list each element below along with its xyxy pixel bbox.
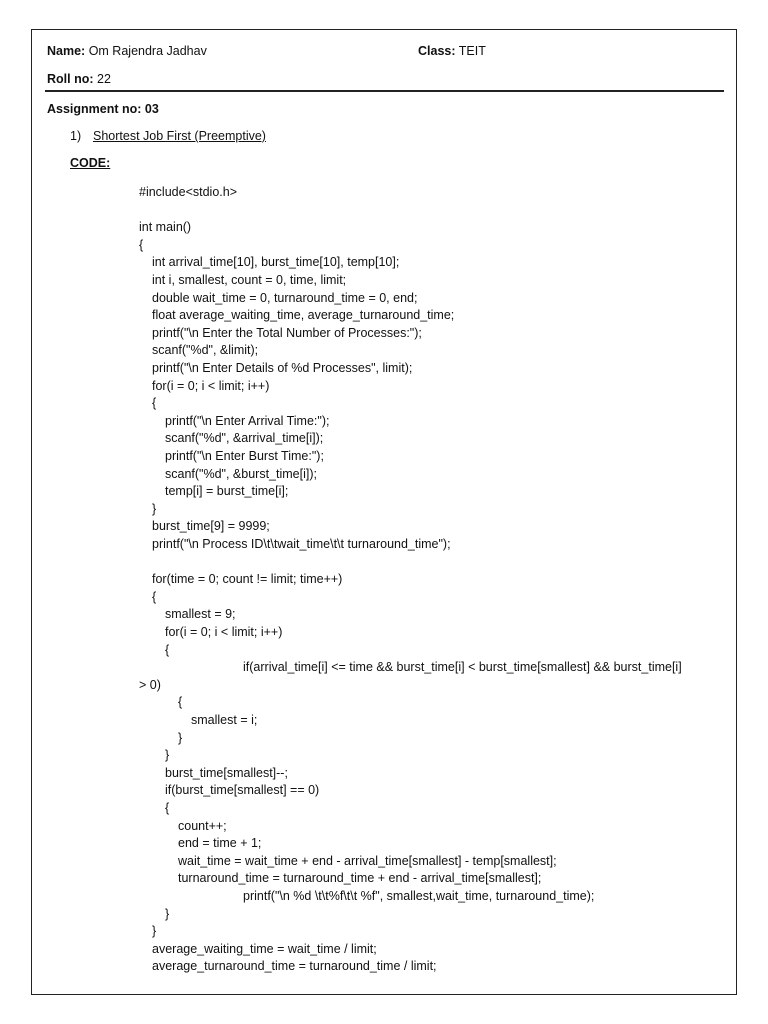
code-line: for(i = 0; i < limit; i++) bbox=[152, 378, 270, 393]
code-line: printf("\n Enter Burst Time:"); bbox=[165, 449, 324, 463]
code-line: printf("\n Enter Arrival Time:"); bbox=[165, 413, 330, 428]
roll-value: 22 bbox=[97, 72, 111, 86]
code-line: } bbox=[152, 501, 157, 516]
code-line: { bbox=[165, 801, 170, 815]
code-line: scanf("%d", &burst_time[i]); bbox=[165, 466, 317, 481]
code-line: for(i = 0; i < limit; i++) bbox=[165, 625, 283, 639]
code-heading: CODE: bbox=[70, 156, 111, 170]
code-line: count++; bbox=[178, 818, 227, 833]
code-line: float average_waiting_time, average_turnaround_time; bbox=[152, 308, 455, 323]
code-line: } bbox=[152, 924, 157, 939]
code-line: average_waiting_time = wait_time / limit; bbox=[152, 941, 377, 956]
code-line: { bbox=[152, 396, 157, 411]
code-line: { bbox=[152, 589, 157, 604]
code-line: } bbox=[165, 906, 170, 921]
code-line: scanf("%d", &limit); bbox=[152, 343, 259, 358]
code-line: scanf("%d", &arrival_time[i]); bbox=[165, 431, 324, 446]
item-number: 1) bbox=[70, 129, 82, 143]
item-title: Shortest Job First (Preemptive) bbox=[93, 129, 266, 143]
code-line: #include<stdio.h> bbox=[139, 185, 237, 199]
code-line: printf("\n Enter Details of %d Processes", limit); bbox=[152, 361, 413, 375]
code-line: turnaround_time = turnaround_time + end - arrival_time[smallest]; bbox=[178, 871, 542, 886]
name-label: Name: bbox=[47, 44, 86, 58]
code-line: smallest = 9; bbox=[165, 607, 236, 622]
code-line: if(burst_time[smallest] == 0) bbox=[165, 783, 320, 798]
code-line: printf("\n Enter the Total Number of Processes:"); bbox=[152, 325, 422, 340]
code-line: } bbox=[178, 730, 183, 745]
code-line: for(time = 0; count != limit; time++) bbox=[152, 572, 343, 587]
code-line: if(arrival_time[i] <= time && burst_time[i] < burst_time[smallest] && burst_time[i] bbox=[243, 660, 682, 675]
name-value: Om Rajendra Jadhav bbox=[88, 44, 207, 58]
assignment-title: Assignment no: 03 bbox=[47, 102, 159, 116]
code-line: wait_time = wait_time + end - arrival_time[smallest] - temp[smallest]; bbox=[178, 853, 557, 868]
class-value: TEIT bbox=[458, 44, 486, 58]
code-line: { bbox=[178, 695, 183, 710]
code-line: end = time + 1; bbox=[178, 836, 262, 851]
code-line: } bbox=[165, 748, 170, 763]
roll-label: Roll no: bbox=[47, 72, 94, 86]
class-label: Class: bbox=[418, 44, 456, 58]
code-line: average_turnaround_time = turnaround_time / limit; bbox=[152, 959, 437, 974]
code-line: int i, smallest, count = 0, time, limit; bbox=[152, 273, 347, 287]
code-line: int arrival_time[10], burst_time[10], temp[10]; bbox=[152, 255, 400, 270]
code-line: smallest = i; bbox=[191, 713, 258, 727]
code-line: double wait_time = 0, turnaround_time = 0, end; bbox=[152, 290, 418, 305]
code-line: int main() bbox=[139, 220, 192, 235]
code-line: temp[i] = burst_time[i]; bbox=[165, 484, 289, 499]
code-line: burst_time[9] = 9999; bbox=[152, 519, 270, 534]
code-line: > 0) bbox=[139, 677, 161, 692]
code-line: printf("\n Process ID\t\twait_time\t\t turnaround_time"); bbox=[152, 537, 451, 551]
code-line: { bbox=[165, 642, 170, 657]
code-line: printf("\n %d \t\t%f\t\t %f", smallest,wait_time, turnaround_time); bbox=[243, 889, 595, 903]
code-line: { bbox=[139, 237, 144, 252]
code-line: burst_time[smallest]--; bbox=[165, 765, 288, 780]
